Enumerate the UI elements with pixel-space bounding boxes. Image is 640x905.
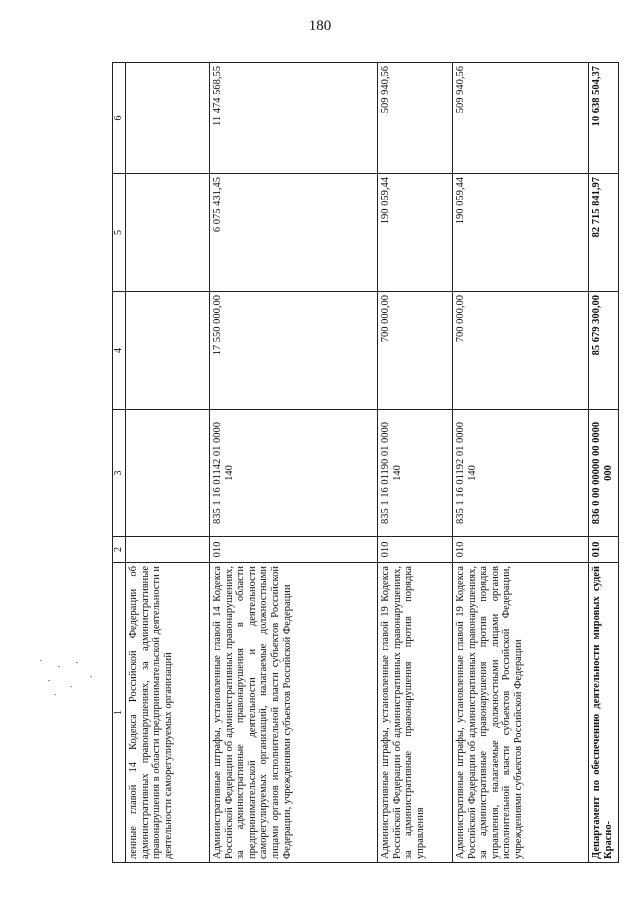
row-kbk: 836 0 00 00000 00 0000 000 [589, 410, 619, 537]
row-code: 010 [210, 537, 378, 563]
row-code: 010 [589, 537, 619, 563]
column-number-row [113, 63, 126, 863]
row-fact: 190 059,44 [453, 174, 589, 292]
row-remaining: 509 940,56 [378, 63, 453, 174]
row-code: 010 [378, 537, 453, 563]
row-remaining: 11 474 568,55 [210, 63, 378, 174]
row-kbk: 835 1 16 01192 01 0000 140 [453, 410, 589, 537]
row-code: 010 [453, 537, 589, 563]
row-remaining: 509 940,56 [453, 63, 589, 174]
row-kbk: 835 1 16 01142 01 0000 140 [210, 410, 378, 537]
column-number: 5 [113, 174, 126, 292]
row-plan: 17 550 000,00 [210, 292, 378, 410]
row-plan [126, 292, 210, 410]
rotated-table-container [112, 63, 617, 863]
row-description: Административные штрафы, установленные главой 14 Кодекса Российской Федерации об административных правонарушениях, за административные правонарушения в области предпринимательской деятельности и деятельности саморегулируемых организаций, налагаемые должностными лицами органов исполнительной власти субъектов Российской Федерации, учреждениями субъектов Российской Федерации [210, 563, 378, 863]
column-number: 3 [113, 410, 126, 537]
table-row [378, 63, 453, 863]
column-number: 4 [113, 292, 126, 410]
table-row [589, 63, 619, 863]
row-fact [126, 174, 210, 292]
row-code [126, 537, 210, 563]
row-description: Административные штрафы, установленные главой 19 Кодекса Российской Федерации об административных правонарушениях, за административные правонарушения против порядка управления, налагаемые должностными лицами органов исполнительной власти субъектов Российской Федерации, учреждениями субъектов Российской Федерации [453, 563, 589, 863]
table-row [126, 63, 210, 863]
row-plan: 85 679 300,00 [589, 292, 619, 410]
column-number: 6 [113, 63, 126, 174]
table-row [453, 63, 589, 863]
row-fact: 190 059,44 [378, 174, 453, 292]
column-number: 2 [113, 537, 126, 563]
row-fact: 6 075 431,45 [210, 174, 378, 292]
row-description: Департамент по обеспечению деятельности мировых судей Красно- [589, 563, 619, 863]
table-row [210, 63, 378, 863]
row-description: Административные штрафы, установленные главой 19 Кодекса Российской Федерации об административных правонарушениях, за административные правонарушения против порядка управления [378, 563, 453, 863]
row-plan: 700 000,00 [453, 292, 589, 410]
row-remaining: 10 638 504,37 [589, 63, 619, 174]
report-table [112, 62, 619, 863]
row-remaining [126, 63, 210, 174]
row-kbk: 835 1 16 01190 01 0000 140 [378, 410, 453, 537]
row-plan: 700 000,00 [378, 292, 453, 410]
row-kbk [126, 410, 210, 537]
row-fact: 82 715 841,97 [589, 174, 619, 292]
row-description: ленные главой 14 Кодекса Российской Федерации об административных правонарушениях, за административные правонарушения в области предпринимательской деятельности и деятельности саморегулируемых организаций [126, 563, 210, 863]
page-number: 180 [308, 18, 332, 34]
scan-speckles [40, 660, 100, 700]
column-number: 1 [113, 563, 126, 863]
